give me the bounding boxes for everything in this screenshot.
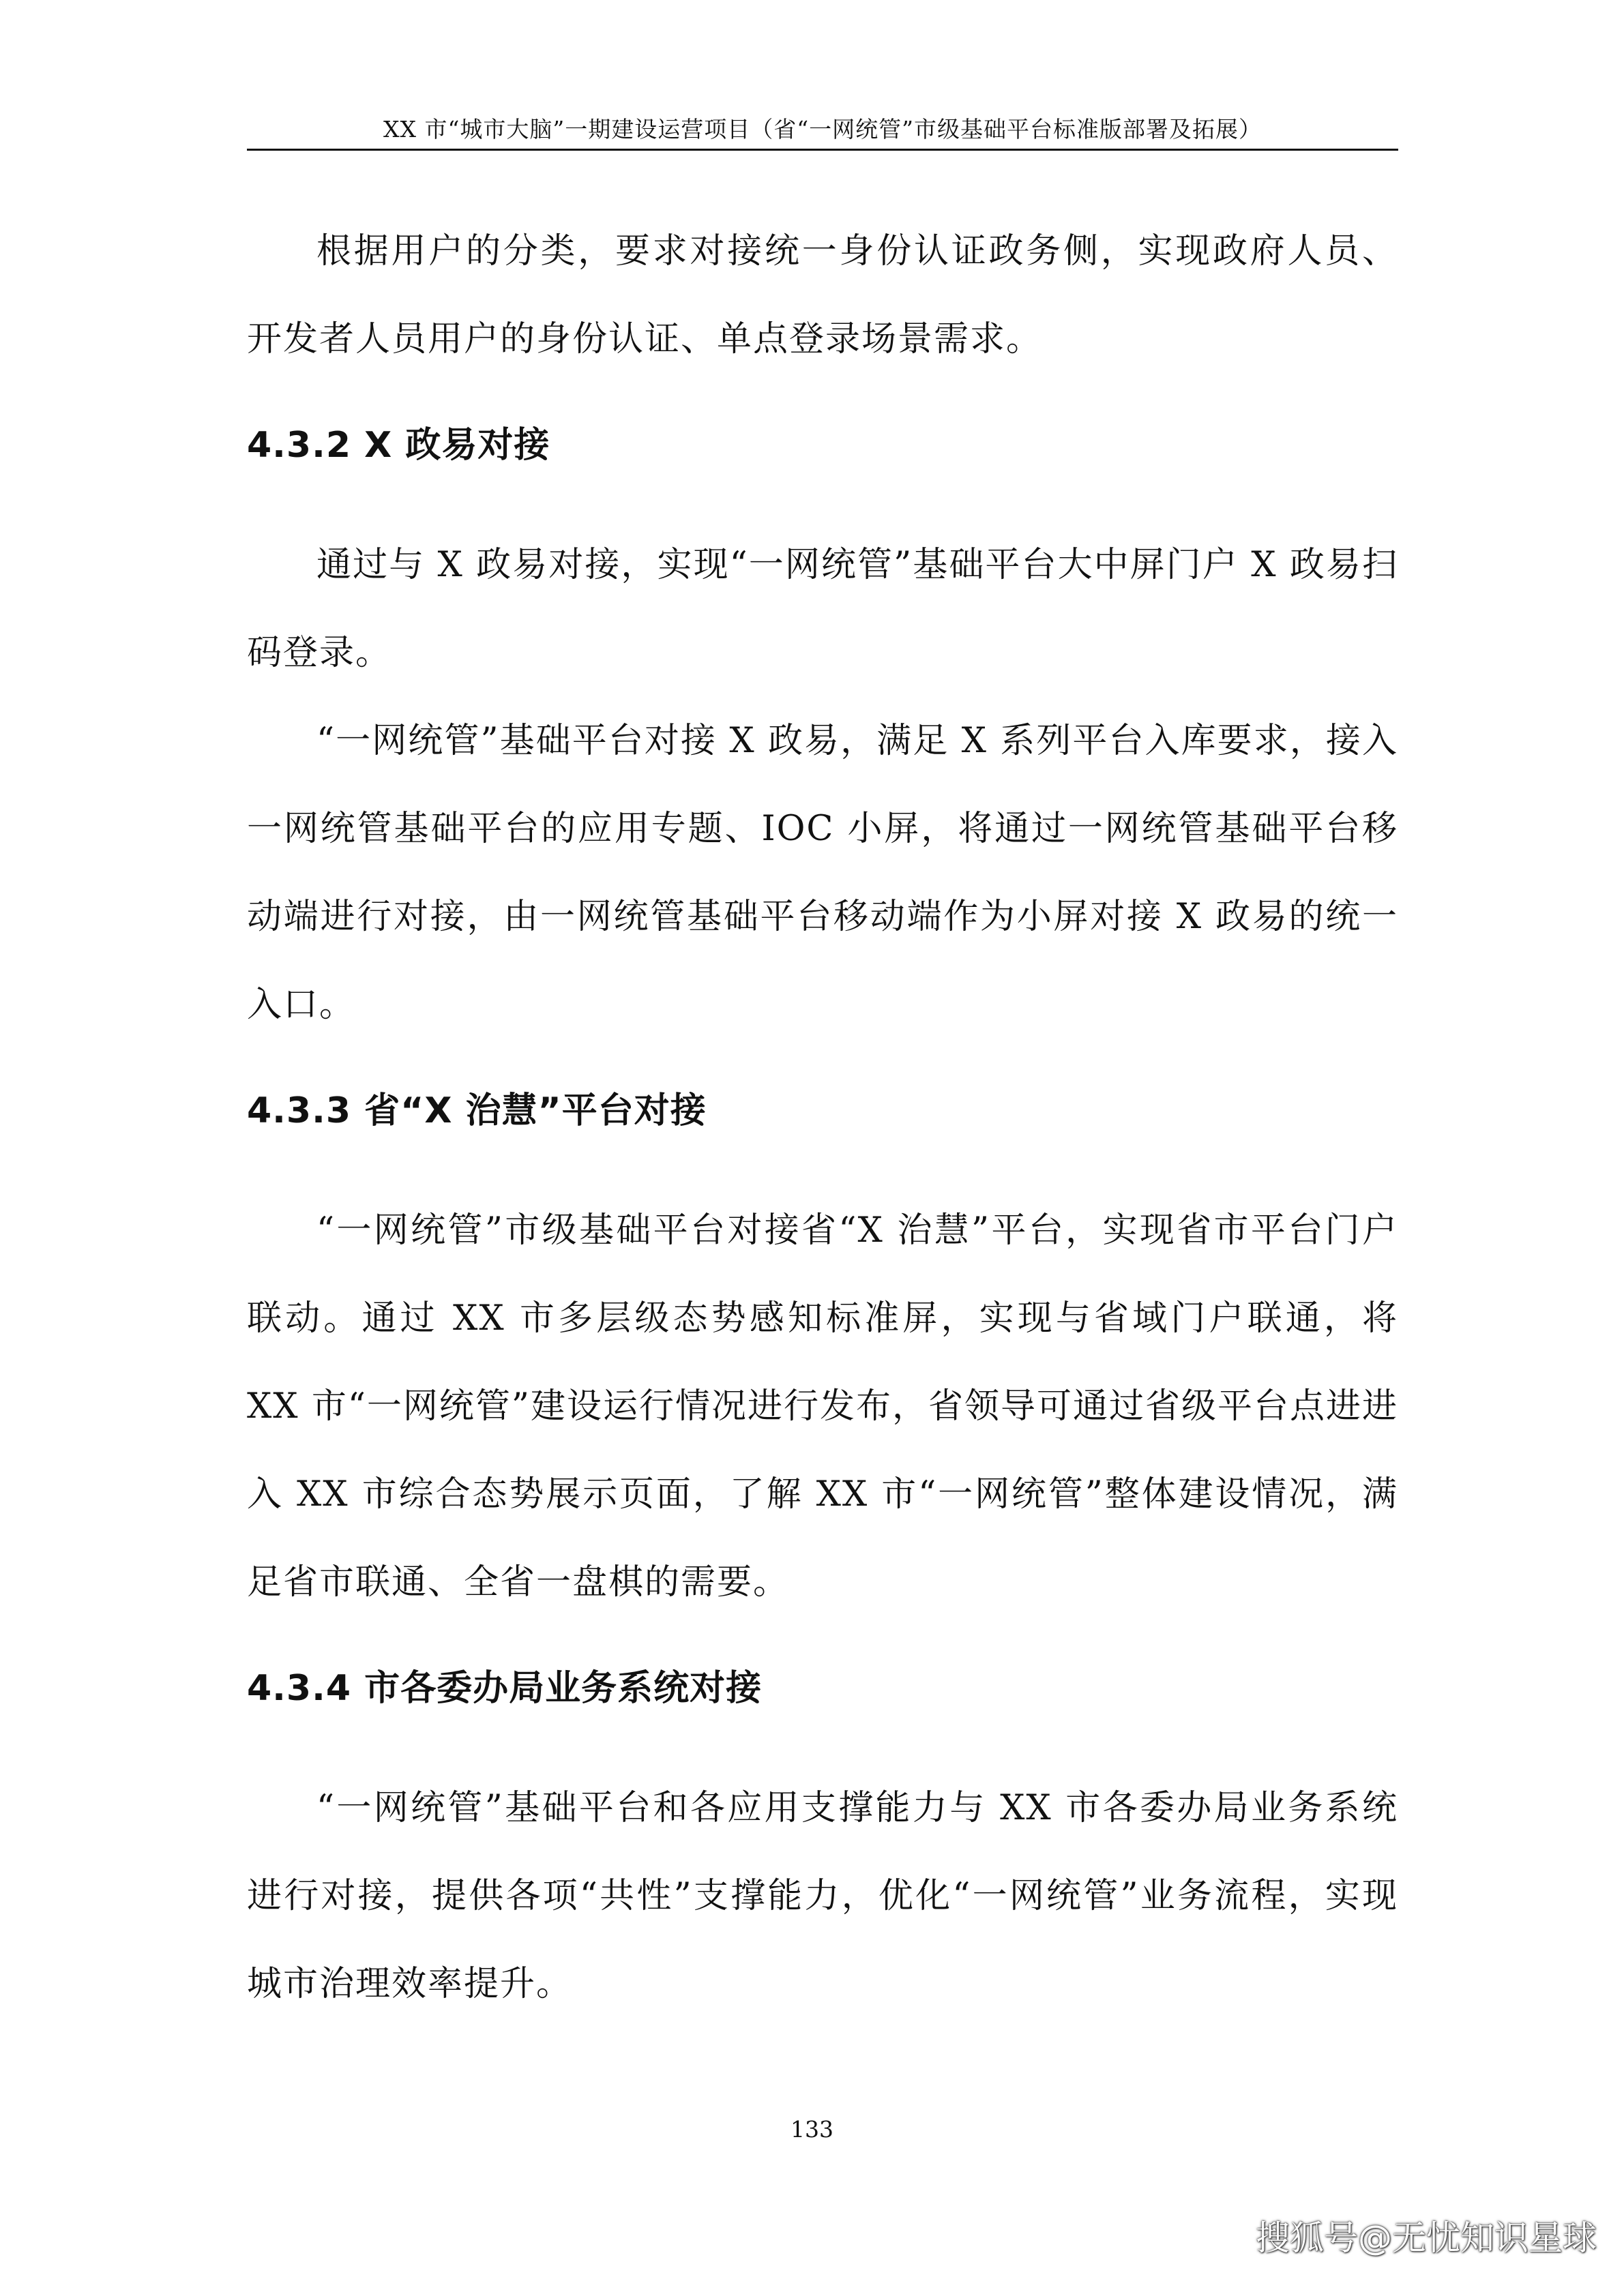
section-gap [247,1132,1398,1187]
section-heading-4-3-4: 4.3.4 市各委办局业务系统对接 [247,1668,763,1709]
header-rule [247,149,1398,151]
body-paragraph: “一网统管”市级基础平台对接省“X 治慧”平台，实现省市平台门户联动。通过 XX 市多层级态势感知标准屏，实现与省域门户联通，将 XX 市“一网统管”建设运行情况进行发布，省领导可通过省级平台点进进入 XX 市综合态势展示页面，了解 XX 市“一网统管”整体建设情况，满足省市联通、全省一盘棋的需要。 [247,1210,1398,1602]
watermark: 搜狐号@无忧知识星球 [1256,2218,1597,2258]
section-gap [247,1049,1398,1090]
document-body [247,207,1398,2028]
section-gap [247,1626,1398,1667]
body-paragraph: 通过与 X 政易对接，实现“一网统管”基础平台大中屏门户 X 政易扫码登录。 [247,545,1398,673]
body-paragraph: “一网统管”基础平台对接 X 政易，满足 X 系列平台入库要求，接入一网统管基础平台的应用专题、IOC 小屏，将通过一网统管基础平台移动端进行对接，由一网统管基础平台移动端作为小屏对接 X 政易的统一入口。 [247,721,1398,1025]
body-paragraph: 根据用户的分类，要求对接统一身份认证政务侧，实现政府人员、开发者人员用户的身份认证、单点登录场景需求。 [247,231,1398,359]
section-gap [247,383,1398,424]
section-gap [247,1710,1398,1764]
running-header: XX 市“城市大脑”一期建设运营项目（省“一网统管”市级基础平台标准版部署及拓展） [383,116,1262,143]
body-paragraph: “一网统管”基础平台和各应用支撑能力与 XX 市各委办局业务系统进行对接，提供各项“共性”支撑能力，优化“一网统管”业务流程，实现城市治理效率提升。 [247,1788,1398,2004]
page-number: 133 [791,2116,833,2143]
section-heading-4-3-2: 4.3.2 X 政易对接 [247,425,550,466]
section-heading-4-3-3: 4.3.3 省“X 治慧”平台对接 [247,1090,707,1131]
section-gap [247,466,1398,521]
